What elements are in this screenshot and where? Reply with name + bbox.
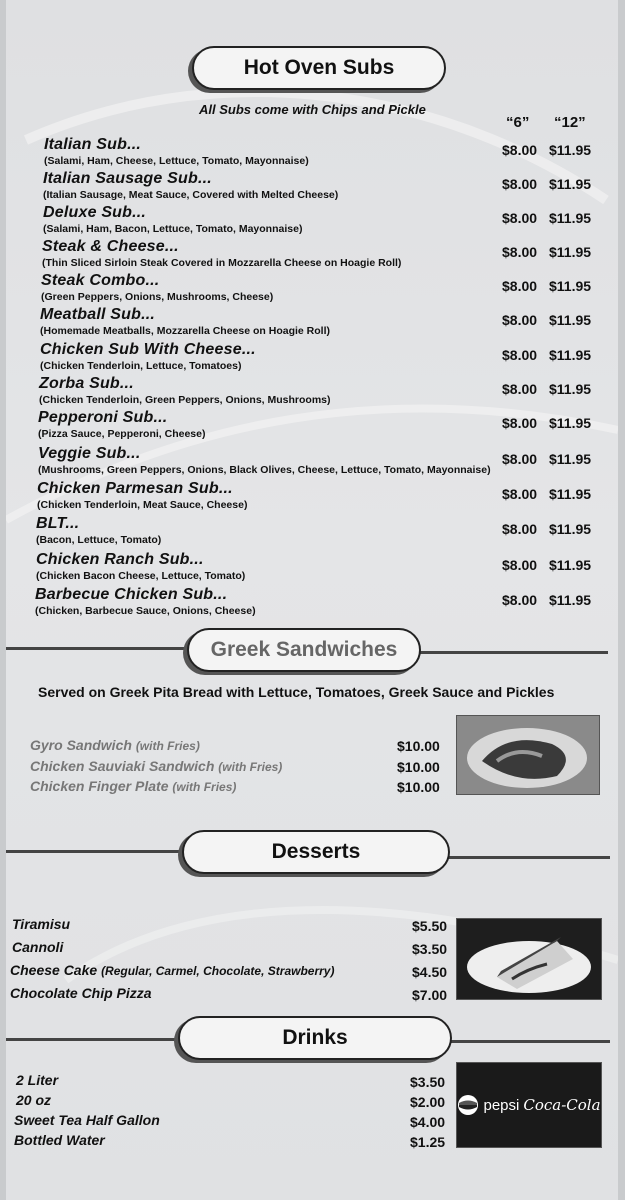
- price-6-inch: $8.00: [502, 415, 538, 431]
- price-6-inch: $8.00: [502, 176, 538, 192]
- desserts-title: Desserts: [271, 840, 361, 863]
- price-12-inch: $11.95: [549, 521, 592, 537]
- price-12-inch: $11.95: [549, 142, 592, 158]
- price-12-inch: $11.95: [549, 592, 592, 608]
- price-12-inch: $11.95: [549, 176, 592, 192]
- sub-item: [40, 306, 610, 340]
- item-name: 20 oz: [16, 1092, 52, 1108]
- sub-item: [42, 238, 612, 272]
- item-extra: (with Fries): [135, 739, 200, 753]
- item-name: Meatball Sub...: [40, 306, 156, 323]
- item-description: (Chicken Tenderloin, Green Peppers, Onions, Mushrooms): [39, 394, 331, 406]
- drink-item: [14, 1132, 105, 1148]
- price-6-inch: $8.00: [502, 381, 538, 397]
- subs-title: Hot Oven Subs: [243, 56, 395, 79]
- price-6-inch: $8.00: [502, 486, 538, 502]
- price-12-inch: $11.95: [549, 244, 592, 260]
- size-large-header: “12”: [554, 114, 586, 131]
- price-12-inch: $11.95: [549, 381, 592, 397]
- greek-rule-right: [418, 651, 608, 654]
- item-name: Chicken Sauviaki Sandwich: [30, 758, 215, 774]
- sub-item: [40, 341, 610, 375]
- sub-item: [36, 515, 606, 549]
- drinks-banner: [178, 1016, 452, 1060]
- sub-item: [44, 136, 614, 170]
- sub-item: [43, 170, 613, 204]
- greek-rule-left: [6, 647, 186, 650]
- price-6-inch: $8.00: [502, 312, 538, 328]
- greek-price: $10.00: [397, 759, 440, 775]
- item-name: Italian Sub...: [44, 136, 142, 153]
- cheesecake-photo: [456, 918, 602, 1000]
- desserts-rule-right: [448, 856, 610, 859]
- item-name: Veggie Sub...: [38, 445, 141, 462]
- sub-item: [43, 204, 613, 238]
- dessert-item: [12, 916, 70, 932]
- coca-cola-logo: Coca-Cola: [523, 1096, 601, 1114]
- item-name: 2 Liter: [16, 1072, 59, 1088]
- desserts-banner: [182, 830, 450, 874]
- drink-item: [14, 1112, 160, 1128]
- price-6-inch: $8.00: [502, 451, 538, 467]
- gyro-illustration: [457, 716, 599, 794]
- item-name: Steak Combo...: [41, 272, 160, 289]
- dessert-item: [10, 962, 334, 978]
- price-12-inch: $11.95: [549, 278, 592, 294]
- drink-price: $4.00: [410, 1114, 446, 1130]
- item-description: (Chicken Bacon Cheese, Lettuce, Tomato): [36, 570, 246, 582]
- cheesecake-illustration: [457, 919, 601, 999]
- item-name: BLT...: [36, 515, 80, 532]
- price-6-inch: $8.00: [502, 521, 538, 537]
- item-description: (Salami, Ham, Cheese, Lettuce, Tomato, Mayonnaise): [44, 155, 309, 167]
- drink-price: $2.00: [410, 1094, 446, 1110]
- desserts-rule-left: [6, 850, 182, 853]
- gyro-photo: [456, 715, 600, 795]
- item-name: Steak & Cheese...: [42, 238, 179, 255]
- greek-item: [30, 778, 236, 794]
- item-description: (Chicken Tenderloin, Lettuce, Tomatoes): [40, 360, 242, 372]
- item-description: (Green Peppers, Onions, Mushrooms, Cheese): [41, 291, 274, 303]
- price-12-inch: $11.95: [549, 210, 592, 226]
- greek-banner: [187, 628, 421, 672]
- item-name: Chicken Sub With Cheese...: [40, 341, 256, 358]
- item-extra: (Regular, Carmel, Chocolate, Strawberry): [101, 964, 335, 978]
- dessert-price: $5.50: [412, 918, 448, 934]
- item-name: Italian Sausage Sub...: [43, 170, 212, 187]
- item-description: (Chicken, Barbecue Sauce, Onions, Cheese): [35, 605, 256, 617]
- price-12-inch: $11.95: [549, 451, 592, 467]
- item-name: Pepperoni Sub...: [38, 409, 168, 426]
- subs-note: All Subs come with Chips and Pickle: [199, 102, 426, 117]
- item-name: Barbecue Chicken Sub...: [35, 586, 228, 603]
- drinks-title: Drinks: [282, 1026, 348, 1049]
- drink-price: $3.50: [410, 1074, 446, 1090]
- sub-item: [38, 445, 608, 479]
- price-12-inch: $11.95: [549, 312, 592, 328]
- price-6-inch: $8.00: [502, 592, 538, 608]
- greek-item: [30, 758, 282, 774]
- item-name: Chicken Finger Plate: [30, 778, 169, 794]
- drink-price: $1.25: [410, 1134, 446, 1150]
- size-small-header: “6”: [506, 114, 530, 131]
- sub-item: [37, 480, 607, 514]
- item-name: Cannoli: [12, 939, 64, 955]
- sub-item: [41, 272, 611, 306]
- item-description: (Mushrooms, Green Peppers, Onions, Black Olives, Cheese, Lettuce, Tomato, Mayonnaise): [38, 464, 491, 476]
- sub-item: [36, 551, 606, 585]
- item-extra: (with Fries): [218, 760, 283, 774]
- item-description: (Chicken Tenderloin, Meat Sauce, Cheese): [37, 499, 248, 511]
- sub-item: [35, 586, 605, 620]
- pepsi-globe-icon: [457, 1094, 479, 1116]
- item-name: Chocolate Chip Pizza: [10, 985, 152, 1001]
- greek-item: [30, 737, 200, 753]
- greek-title: Greek Sandwiches: [210, 638, 398, 661]
- item-description: (Homemade Meatballs, Mozzarella Cheese on Hoagie Roll): [40, 325, 330, 337]
- drinks-rule-right: [448, 1040, 610, 1043]
- price-12-inch: $11.95: [549, 347, 592, 363]
- item-name: Chicken Parmesan Sub...: [37, 480, 233, 497]
- item-description: (Pizza Sauce, Pepperoni, Cheese): [38, 428, 206, 440]
- item-name: Bottled Water: [14, 1132, 105, 1148]
- item-description: (Bacon, Lettuce, Tomato): [36, 534, 162, 546]
- price-12-inch: $11.95: [549, 486, 592, 502]
- subs-banner: [192, 46, 446, 90]
- greek-note: Served on Greek Pita Bread with Lettuce, Tomatoes, Greek Sauce and Pickles: [38, 684, 555, 700]
- sub-item: [38, 409, 608, 443]
- price-6-inch: $8.00: [502, 278, 538, 294]
- item-description: (Thin Sliced Sirloin Steak Covered in Mozzarella Cheese on Hoagie Roll): [42, 257, 402, 269]
- drink-item: [16, 1092, 51, 1108]
- dessert-price: $7.00: [412, 987, 448, 1003]
- item-description: (Salami, Ham, Bacon, Lettuce, Tomato, Mayonnaise): [43, 223, 303, 235]
- price-12-inch: $11.95: [549, 557, 592, 573]
- dessert-item: [12, 939, 63, 955]
- pepsi-logo: pepsi: [483, 1096, 520, 1114]
- price-6-inch: $8.00: [502, 210, 538, 226]
- price-6-inch: $8.00: [502, 244, 538, 260]
- item-extra: (with Fries): [172, 780, 237, 794]
- drinks-rule-left: [6, 1038, 178, 1041]
- greek-price: $10.00: [397, 738, 440, 754]
- dessert-price: $4.50: [412, 964, 448, 980]
- item-name: Gyro Sandwich: [30, 737, 132, 753]
- price-6-inch: $8.00: [502, 347, 538, 363]
- dessert-item: [10, 985, 152, 1001]
- item-name: Chicken Ranch Sub...: [36, 551, 204, 568]
- dessert-price: $3.50: [412, 941, 448, 957]
- drink-item: [16, 1072, 58, 1088]
- price-6-inch: $8.00: [502, 557, 538, 573]
- item-name: Deluxe Sub...: [43, 204, 147, 221]
- item-name: Zorba Sub...: [39, 375, 134, 392]
- item-description: (Italian Sausage, Meat Sauce, Covered with Melted Cheese): [43, 189, 339, 201]
- greek-price: $10.00: [397, 779, 440, 795]
- sub-item: [39, 375, 609, 409]
- soda-logos: [456, 1062, 602, 1148]
- item-name: Cheese Cake: [10, 962, 98, 978]
- price-12-inch: $11.95: [549, 415, 592, 431]
- price-6-inch: $8.00: [502, 142, 538, 158]
- item-name: Sweet Tea Half Gallon: [14, 1112, 160, 1128]
- item-name: Tiramisu: [12, 916, 71, 932]
